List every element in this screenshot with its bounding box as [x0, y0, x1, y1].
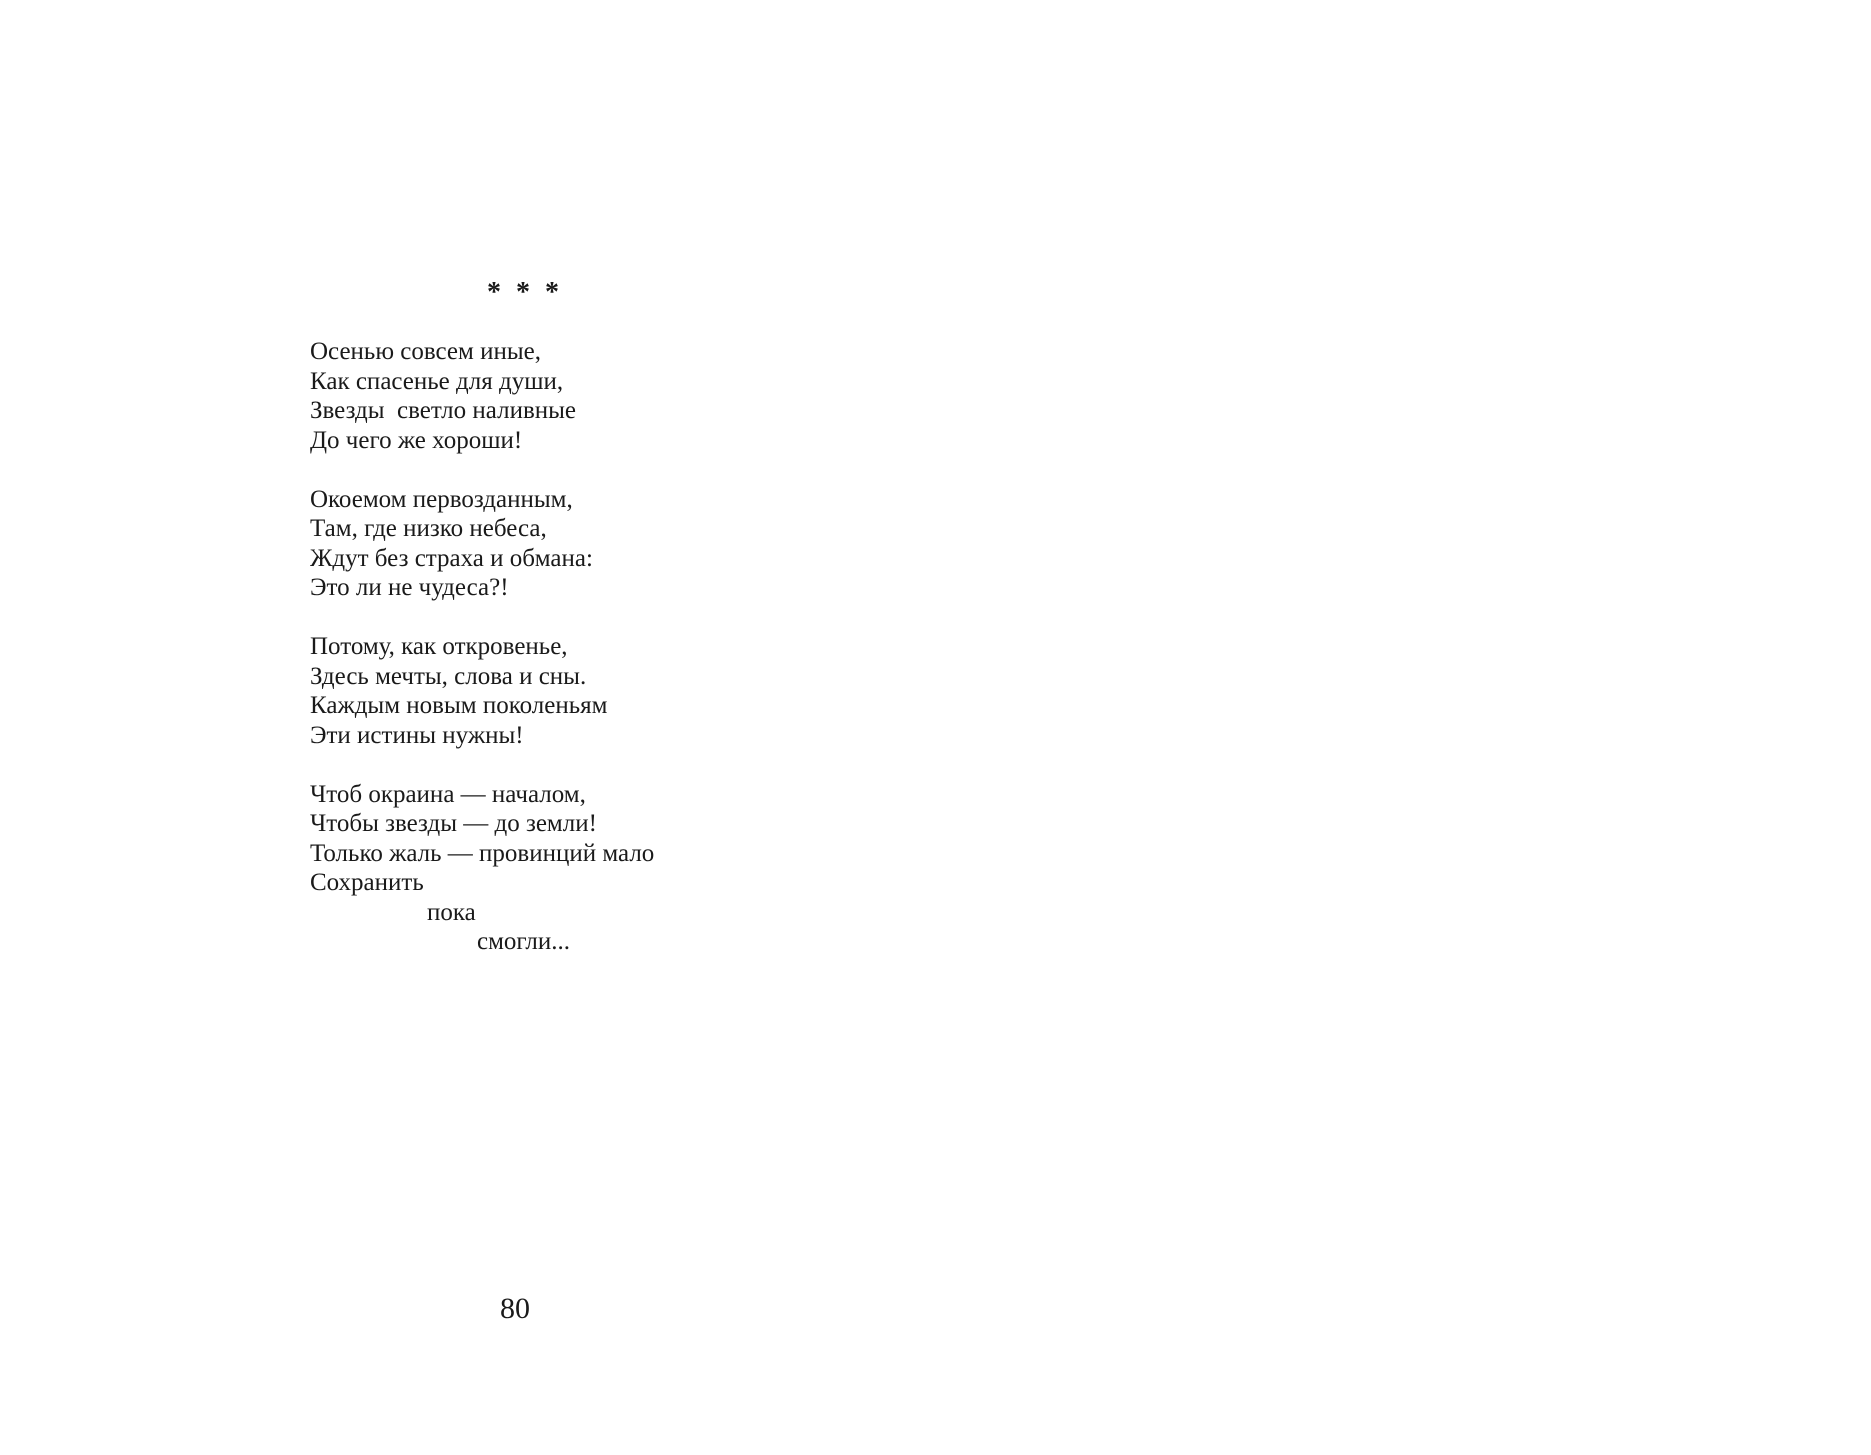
poem-line: Здесь мечты, слова и сны.	[310, 662, 587, 690]
stanza-2	[310, 485, 654, 603]
poem	[310, 337, 654, 986]
stanza-1	[310, 337, 654, 455]
poem-line: До чего же хороши!	[310, 426, 523, 454]
poem-line: Осенью совсем иные,	[310, 338, 541, 365]
poem-line: Только жаль — провинций мало	[310, 839, 655, 867]
poem-line: Сохранить	[310, 869, 424, 896]
page-number: 80	[500, 1292, 530, 1325]
section-separator: * * *	[487, 277, 563, 308]
stanza-3	[310, 632, 654, 750]
poem-line: Ждут без страха и обмана:	[310, 544, 593, 572]
poem-line: Там, где низко небеса,	[310, 515, 547, 542]
poem-line: Как спасенье для души,	[310, 367, 564, 395]
poem-line: Потому, как откровенье,	[310, 633, 568, 660]
poem-line-indented: пока	[427, 898, 476, 926]
poem-line-indented: смогли...	[477, 928, 571, 955]
poem-line: Каждым новым поколеньям	[310, 692, 608, 719]
poem-line: Окоемом первозданным,	[310, 485, 573, 513]
poem-line: Чтобы звезды — до земли!	[310, 810, 597, 837]
stanza-4	[310, 780, 654, 957]
poem-line: Эти истины нужны!	[310, 721, 524, 749]
poem-line: Это ли не чудеса?!	[310, 574, 509, 601]
poem-line: Звезды светло наливные	[310, 397, 577, 424]
poem-line: Чтоб окраина — началом,	[310, 780, 586, 808]
